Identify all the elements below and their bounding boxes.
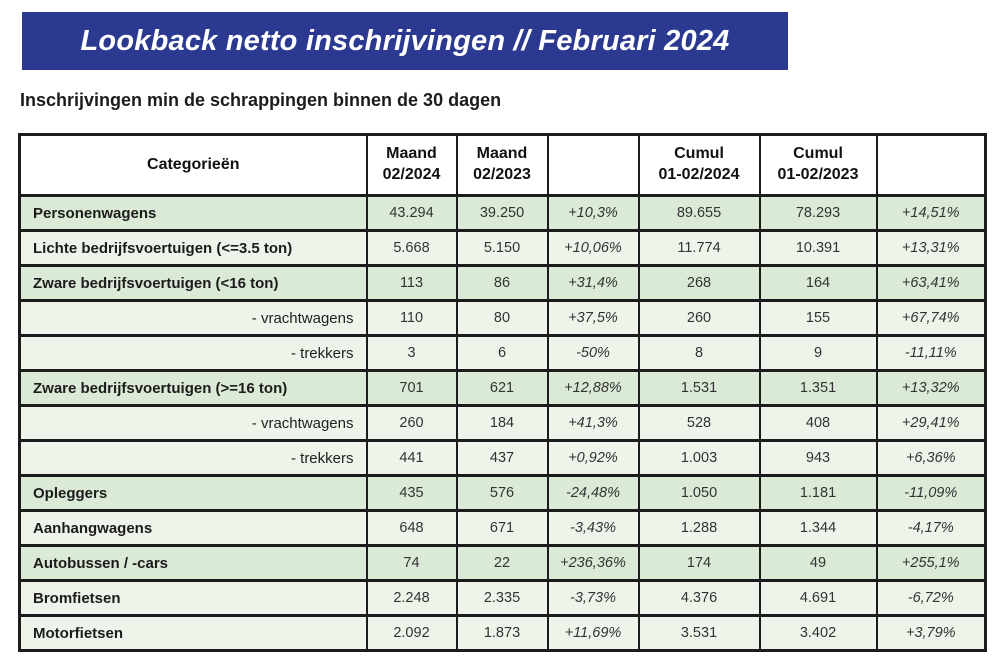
value-cell: 22	[457, 546, 548, 581]
value-cell: 2.335	[457, 581, 548, 616]
percent-cell: -3,43%	[548, 511, 639, 546]
value-cell: 74	[367, 546, 457, 581]
column-header-line2: 02/2023	[473, 166, 531, 183]
value-cell: 671	[457, 511, 548, 546]
percent-cell: -11,11%	[877, 336, 986, 371]
value-cell: 86	[457, 266, 548, 301]
percent-cell: +11,69%	[548, 616, 639, 651]
value-cell: 260	[639, 301, 760, 336]
category-cell: Motorfietsen	[20, 616, 367, 651]
value-cell: 1.531	[639, 371, 760, 406]
category-cell: Zware bedrijfsvoertuigen (<16 ton)	[20, 266, 367, 301]
category-cell: Zware bedrijfsvoertuigen (>=16 ton)	[20, 371, 367, 406]
column-header-line1: Cumul	[674, 145, 724, 163]
value-cell: 1.344	[760, 511, 877, 546]
table-header	[20, 135, 986, 196]
value-cell: 3.402	[760, 616, 877, 651]
percent-cell: -50%	[548, 336, 639, 371]
category-cell: Bromfietsen	[20, 581, 367, 616]
column-header-0	[20, 135, 367, 196]
table-row	[20, 546, 986, 581]
column-header-2	[457, 135, 548, 196]
value-cell: 943	[760, 441, 877, 476]
category-cell: - trekkers	[20, 336, 367, 371]
value-cell: 260	[367, 406, 457, 441]
value-cell: 78.293	[760, 196, 877, 231]
category-cell: - vrachtwagens	[20, 406, 367, 441]
category-cell: - vrachtwagens	[20, 301, 367, 336]
column-header-line1: Maand	[386, 145, 437, 163]
value-cell: 437	[457, 441, 548, 476]
table-row	[20, 231, 986, 266]
value-cell: 184	[457, 406, 548, 441]
value-cell: 39.250	[457, 196, 548, 231]
value-cell: 9	[760, 336, 877, 371]
category-cell: Opleggers	[20, 476, 367, 511]
percent-cell: -6,72%	[877, 581, 986, 616]
category-cell: Personenwagens	[20, 196, 367, 231]
column-header-line2: 01-02/2024	[658, 166, 740, 183]
table-body	[20, 196, 986, 651]
percent-cell: -11,09%	[877, 476, 986, 511]
percent-cell: +12,88%	[548, 371, 639, 406]
subtitle: Inschrijvingen min de schrappingen binnen de 30 dagen	[20, 90, 502, 110]
percent-cell: +10,3%	[548, 196, 639, 231]
column-header-6	[877, 135, 986, 196]
value-cell: 5.150	[457, 231, 548, 266]
percent-cell: +31,4%	[548, 266, 639, 301]
value-cell: 701	[367, 371, 457, 406]
value-cell: 4.376	[639, 581, 760, 616]
value-cell: 576	[457, 476, 548, 511]
column-header-5	[760, 135, 877, 196]
percent-cell: +13,31%	[877, 231, 986, 266]
value-cell: 441	[367, 441, 457, 476]
value-cell: 11.774	[639, 231, 760, 266]
category-cell: Aanhangwagens	[20, 511, 367, 546]
value-cell: 110	[367, 301, 457, 336]
percent-cell: +6,36%	[877, 441, 986, 476]
column-header-line1: Categorieën	[147, 155, 240, 173]
category-cell: Lichte bedrijfsvoertuigen (<=3.5 ton)	[20, 231, 367, 266]
percent-cell: -4,17%	[877, 511, 986, 546]
column-header-line2: 01-02/2023	[777, 166, 859, 183]
value-cell: 164	[760, 266, 877, 301]
value-cell: 8	[639, 336, 760, 371]
percent-cell: +13,32%	[877, 371, 986, 406]
percent-cell: -24,48%	[548, 476, 639, 511]
column-header-4	[639, 135, 760, 196]
table-row	[20, 406, 986, 441]
value-cell: 49	[760, 546, 877, 581]
percent-cell: +10,06%	[548, 231, 639, 266]
column-header-1	[367, 135, 457, 196]
column-header-line1: Cumul	[793, 145, 843, 163]
table-row	[20, 616, 986, 651]
value-cell: 408	[760, 406, 877, 441]
value-cell: 528	[639, 406, 760, 441]
value-cell: 1.351	[760, 371, 877, 406]
value-cell: 268	[639, 266, 760, 301]
page-title: Lookback netto inschrijvingen // Februari 2024	[80, 24, 730, 57]
category-cell: Autobussen / -cars	[20, 546, 367, 581]
value-cell: 1.003	[639, 441, 760, 476]
table-row	[20, 266, 986, 301]
table-row	[20, 371, 986, 406]
value-cell: 174	[639, 546, 760, 581]
percent-cell: +14,51%	[877, 196, 986, 231]
column-header-line1: Maand	[476, 145, 528, 163]
value-cell: 4.691	[760, 581, 877, 616]
column-header-3	[548, 135, 639, 196]
value-cell: 113	[367, 266, 457, 301]
table-row	[20, 581, 986, 616]
value-cell: 5.668	[367, 231, 457, 266]
value-cell: 89.655	[639, 196, 760, 231]
percent-cell: +0,92%	[548, 441, 639, 476]
value-cell: 43.294	[367, 196, 457, 231]
table-row	[20, 476, 986, 511]
value-cell: 1.288	[639, 511, 760, 546]
value-cell: 435	[367, 476, 457, 511]
table-row	[20, 301, 986, 336]
percent-cell: +67,74%	[877, 301, 986, 336]
value-cell: 80	[457, 301, 548, 336]
value-cell: 3	[367, 336, 457, 371]
percent-cell: +41,3%	[548, 406, 639, 441]
table-row	[20, 196, 986, 231]
value-cell: 1.181	[760, 476, 877, 511]
value-cell: 648	[367, 511, 457, 546]
value-cell: 2.092	[367, 616, 457, 651]
column-header-line2: 02/2024	[382, 166, 441, 183]
value-cell: 3.531	[639, 616, 760, 651]
percent-cell: +255,1%	[877, 546, 986, 581]
value-cell: 155	[760, 301, 877, 336]
net-registrations-table	[18, 133, 987, 652]
percent-cell: +37,5%	[548, 301, 639, 336]
percent-cell: +29,41%	[877, 406, 986, 441]
value-cell: 2.248	[367, 581, 457, 616]
table-row	[20, 441, 986, 476]
percent-cell: +236,36%	[548, 546, 639, 581]
value-cell: 1.050	[639, 476, 760, 511]
title-banner	[22, 12, 788, 70]
value-cell: 10.391	[760, 231, 877, 266]
category-cell: - trekkers	[20, 441, 367, 476]
percent-cell: +63,41%	[877, 266, 986, 301]
percent-cell: -3,73%	[548, 581, 639, 616]
header-row	[20, 135, 986, 196]
value-cell: 621	[457, 371, 548, 406]
percent-cell: +3,79%	[877, 616, 986, 651]
table-row	[20, 511, 986, 546]
value-cell: 1.873	[457, 616, 548, 651]
table-row	[20, 336, 986, 371]
value-cell: 6	[457, 336, 548, 371]
